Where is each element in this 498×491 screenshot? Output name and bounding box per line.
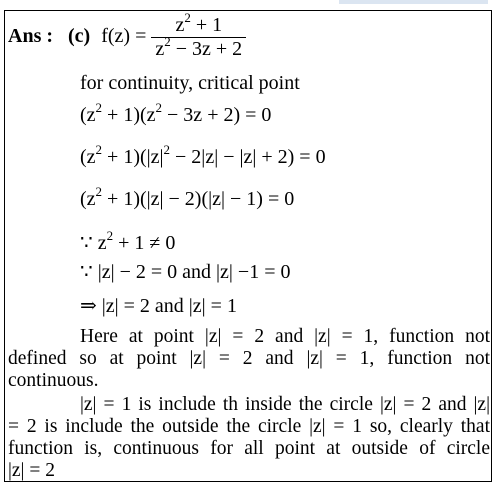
fraction-numerator: $z^2 + 1$ [175,10,223,36]
paragraph-1-line-3: continuous. [8,370,99,391]
paragraph-1-line-1: Here at point |z| = 2 and |z| = 1, function not [80,326,490,347]
answer-line [8,10,246,61]
fraction-denominator: $z^2 - 3z + 2$ [151,37,246,61]
equation-1: $(z^2 + 1)(z^2 - 3z + 2) = 0$ [80,100,272,126]
answer-option: (c) [68,25,91,48]
implies-line: ⇒ |z| = 2 and |z| = 1 [80,295,237,317]
equation-2: $(z^2 + 1)(|z|^2 - 2|z| - |z| + 2) = 0$ [80,142,326,168]
paragraph-2-line-3: function is, continuous for all point at outside of circle [8,438,490,459]
paragraph-1-line-2: defined so at point |z| = 2 and |z| = 1, function not [8,348,490,369]
paragraph-2-line-4: |z| = 2 [8,460,55,481]
answer-label: Ans : [8,25,54,48]
paragraph-1 [8,326,490,392]
function-fraction [151,10,246,61]
paragraph-2-line-2: = 2 is include the outside the circle |z| = 1 so, clearly that [8,416,490,437]
paragraph-2 [8,394,490,482]
equation-3: $(z^2 + 1)(|z| - 2)(|z| - 1) = 0$ [80,184,295,210]
since-line-2: ∵ |z| − 2 = 0 and |z| −1 = 0 [80,261,291,283]
function-lhs: f(z) = [101,25,147,48]
top-tab-marker [339,0,488,4]
paragraph-2-line-1: |z| = 1 is include th inside the circle |z| = 2 and |z| [80,394,490,415]
since-line-1: ∵ $z^2 + 1 \ne 0$ [80,228,176,254]
intro-text: for continuity, critical point [80,72,300,94]
